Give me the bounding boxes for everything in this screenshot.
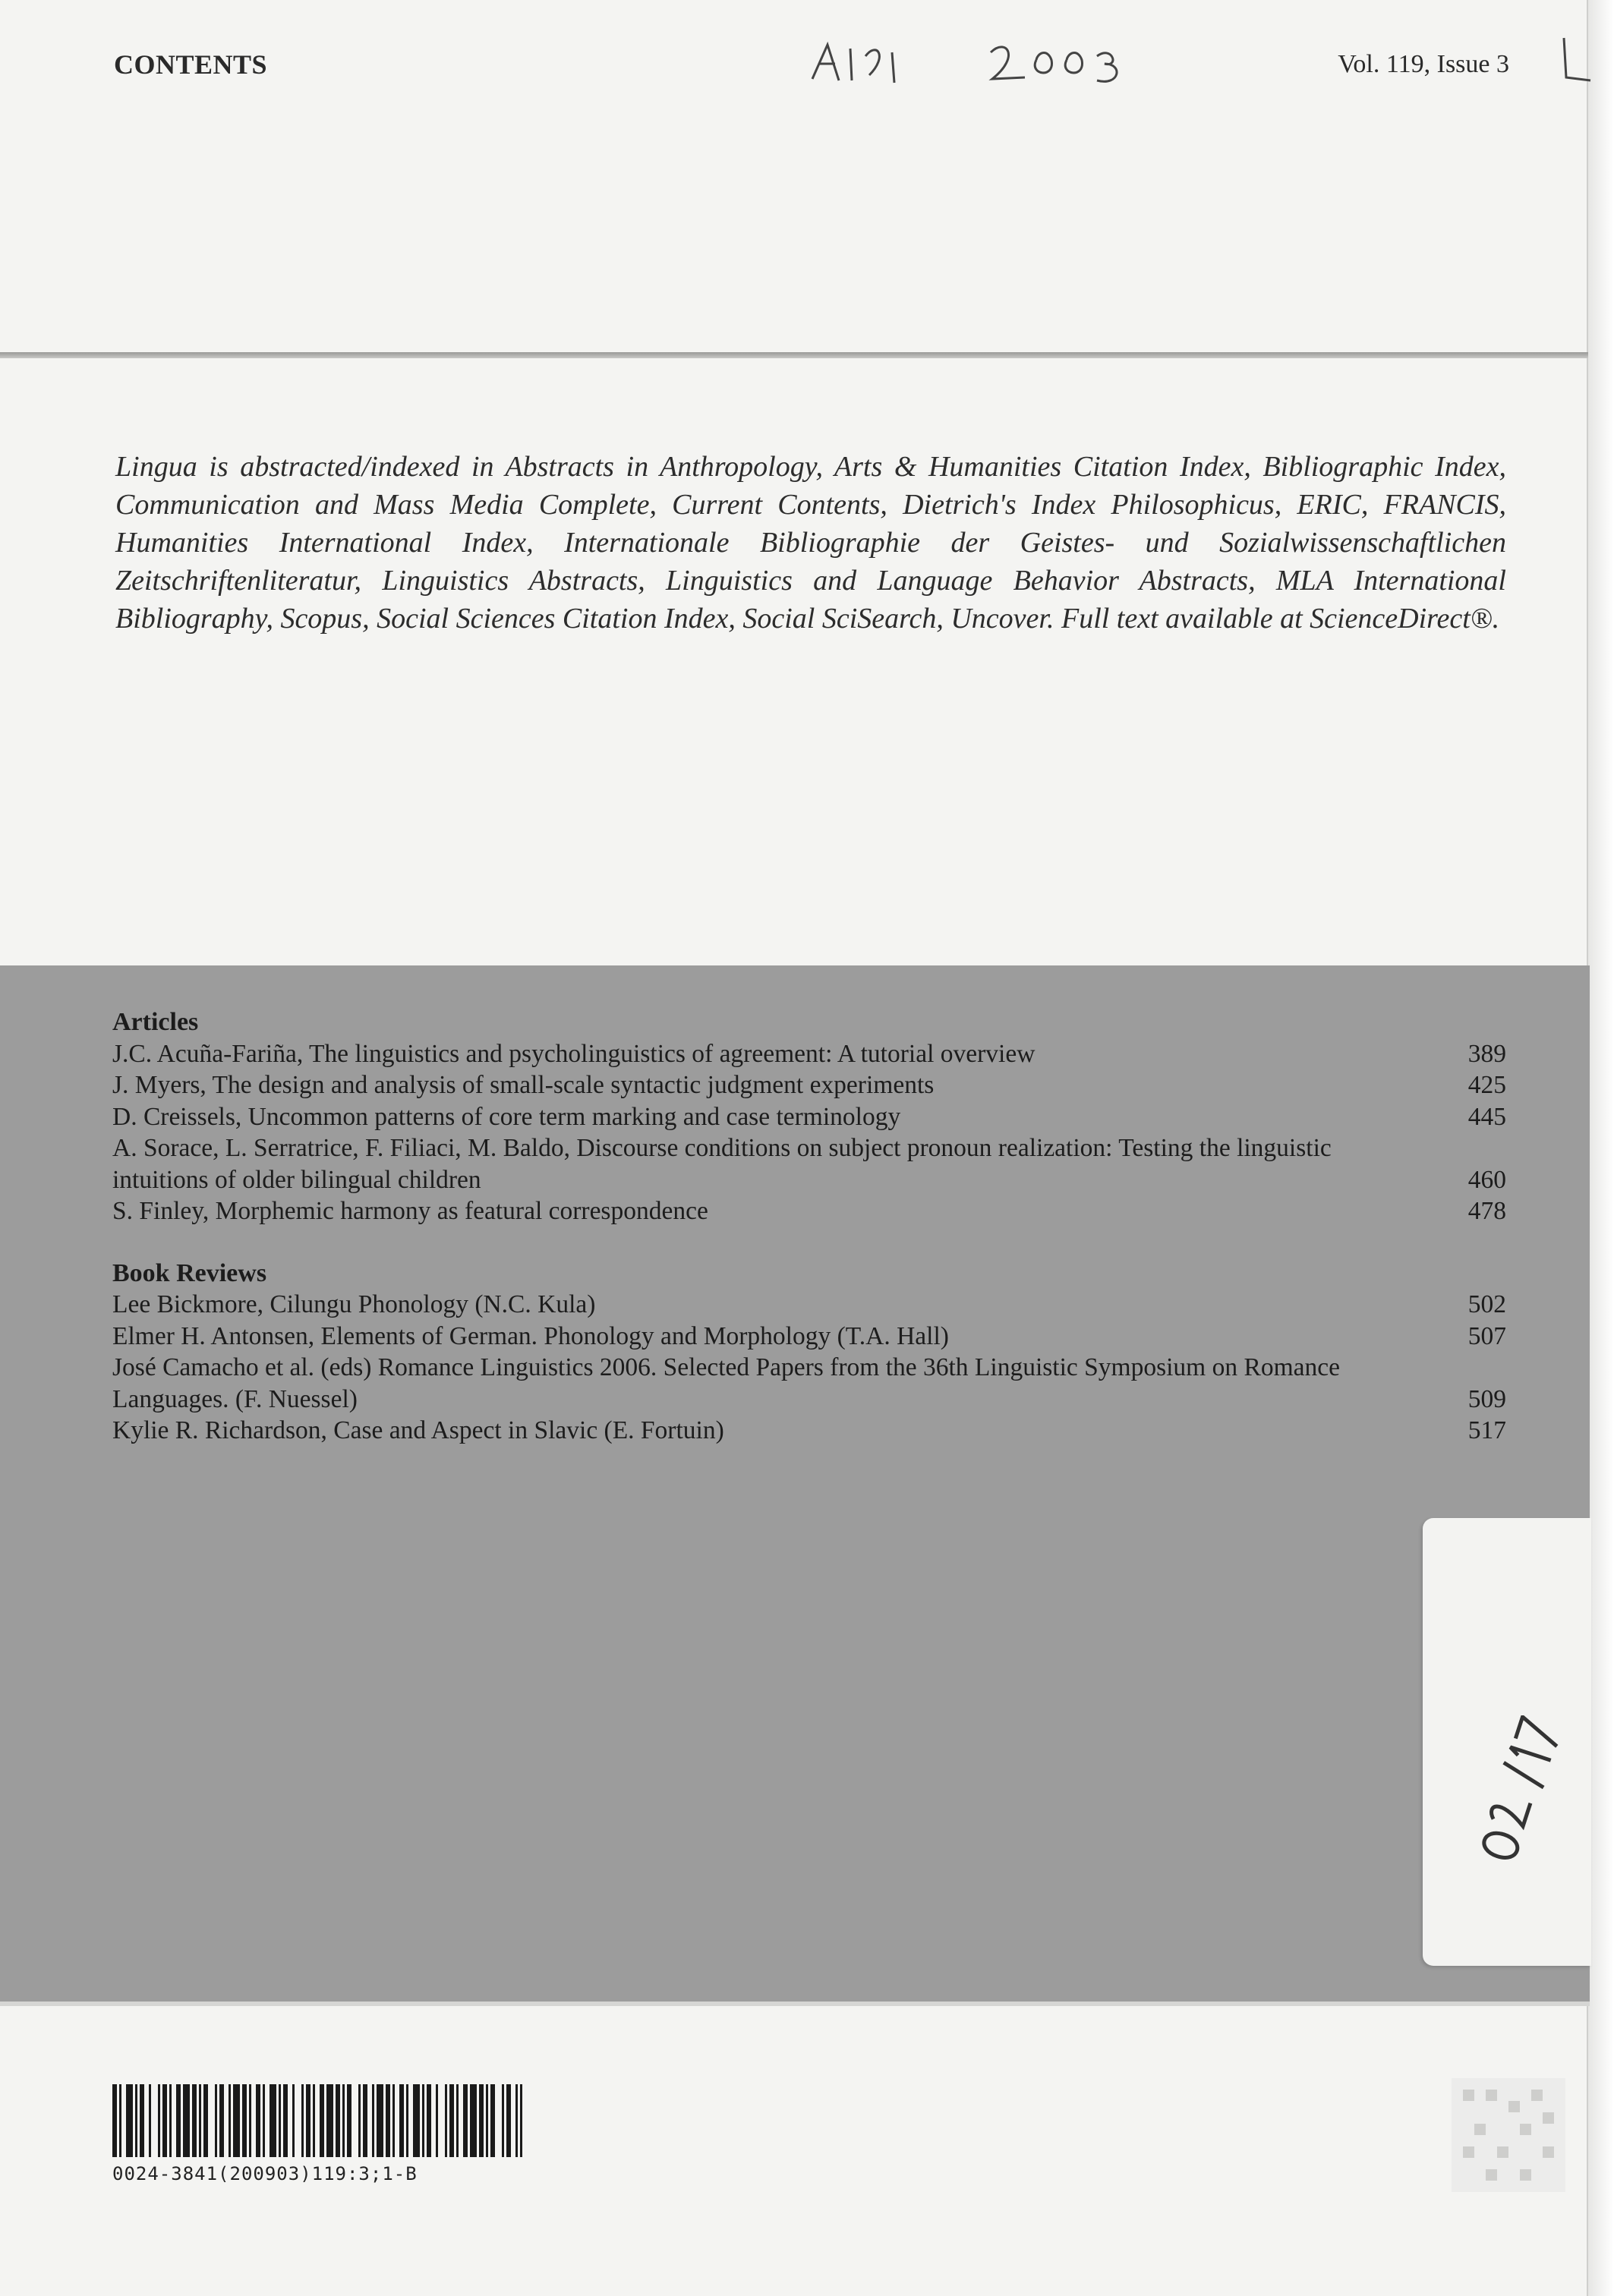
toc-entry-page: 460: [1467, 1165, 1506, 1194]
toc-entry: [112, 1069, 1506, 1101]
toc-entry-page: 389: [1467, 1039, 1506, 1068]
toc-entry-page: 517: [1467, 1416, 1506, 1444]
faded-qr-code: [1452, 2078, 1565, 2192]
toc-entry-title: D. Creissels, Uncommon patterns of core term marking and case terminology: [112, 1102, 901, 1131]
toc-entry-page: 509: [1467, 1384, 1506, 1413]
handwritten-mark: [1553, 30, 1598, 91]
barcode: [112, 2084, 522, 2157]
toc-entry-title: J. Myers, The design and analysis of small-scale syntactic judgment experiments: [112, 1071, 935, 1099]
toc-entry-title: J.C. Acuña-Fariña, The linguistics and psycholinguistics of agreement: A tutorial overview: [112, 1039, 1036, 1068]
toc-entry-page: 425: [1467, 1071, 1506, 1099]
toc-entry: [112, 1321, 1506, 1353]
toc-entry-page: 445: [1467, 1102, 1506, 1131]
contents-heading: CONTENTS: [114, 49, 268, 80]
toc-entry-title: Lee Bickmore, Cilungu Phonology (N.C. Kula): [112, 1290, 596, 1318]
toc-entry-page: 502: [1467, 1290, 1506, 1318]
toc-entry: [112, 1195, 1506, 1227]
toc-entry-title: A. Sorace, L. Serratrice, F. Filiaci, M. Baldo, Discourse conditions on subject pronoun realization: Testing the linguistic intuitions of older bilingual children: [112, 1134, 1332, 1194]
top-divider: [0, 352, 1588, 358]
toc-entry-page: 507: [1467, 1321, 1506, 1350]
toc-entry-page: 478: [1467, 1197, 1506, 1225]
bottom-divider: [0, 2002, 1590, 2006]
volume-issue: Vol. 119, Issue 3: [1338, 50, 1509, 78]
handwritten-shelf-number: [1442, 1715, 1594, 1867]
toc-entry: [112, 1415, 1506, 1447]
handwritten-note-2009: [983, 33, 1135, 94]
toc-entry: [112, 1101, 1506, 1133]
toc-entry: [112, 1132, 1506, 1195]
toc-entry: [112, 1352, 1506, 1415]
barcode-number: 0024-3841(200903)119:3;1-B: [112, 2163, 418, 2184]
toc-entry-title: S. Finley, Morphemic harmony as featural correspondence: [112, 1197, 708, 1225]
toc-entry-title: José Camacho et al. (eds) Romance Linguistics 2006. Selected Papers from the 36th Linguistic Symposium on Romance Languages. (F. Nuessel): [112, 1353, 1340, 1413]
table-of-contents: [112, 1006, 1506, 1447]
toc-entry: [112, 1038, 1506, 1070]
toc-entry-title: Kylie R. Richardson, Case and Aspect in Slavic (E. Fortuin): [112, 1416, 724, 1444]
toc-entry: [112, 1289, 1506, 1321]
indexing-statement: Lingua is abstracted/indexed in Abstracts in Anthropology, Arts & Humanities Citation Index, Bibliographic Index, Communication and Mass Media Complete, Current Contents, Dietrich's Index Philosophicus, ERIC, FRANCIS, Humanities International Index, Internationale Bibliographie der Geistes- und Sozialwissenschaftlichen Zeitschriftenliteratur, Linguistics Abstracts, Linguistics and Language Behavior Abstracts, MLA International Bibliography, Scopus, Social Sciences Citation Index, Social SciSearch, Uncover. Full text available at ScienceDirect®.: [115, 451, 1506, 635]
toc-entry-title: Elmer H. Antonsen, Elements of German. Phonology and Morphology (T.A. Hall): [112, 1321, 949, 1350]
handwritten-note-1911: [805, 33, 919, 94]
articles-heading: Articles: [112, 1008, 199, 1036]
book-reviews-heading: Book Reviews: [112, 1258, 267, 1287]
